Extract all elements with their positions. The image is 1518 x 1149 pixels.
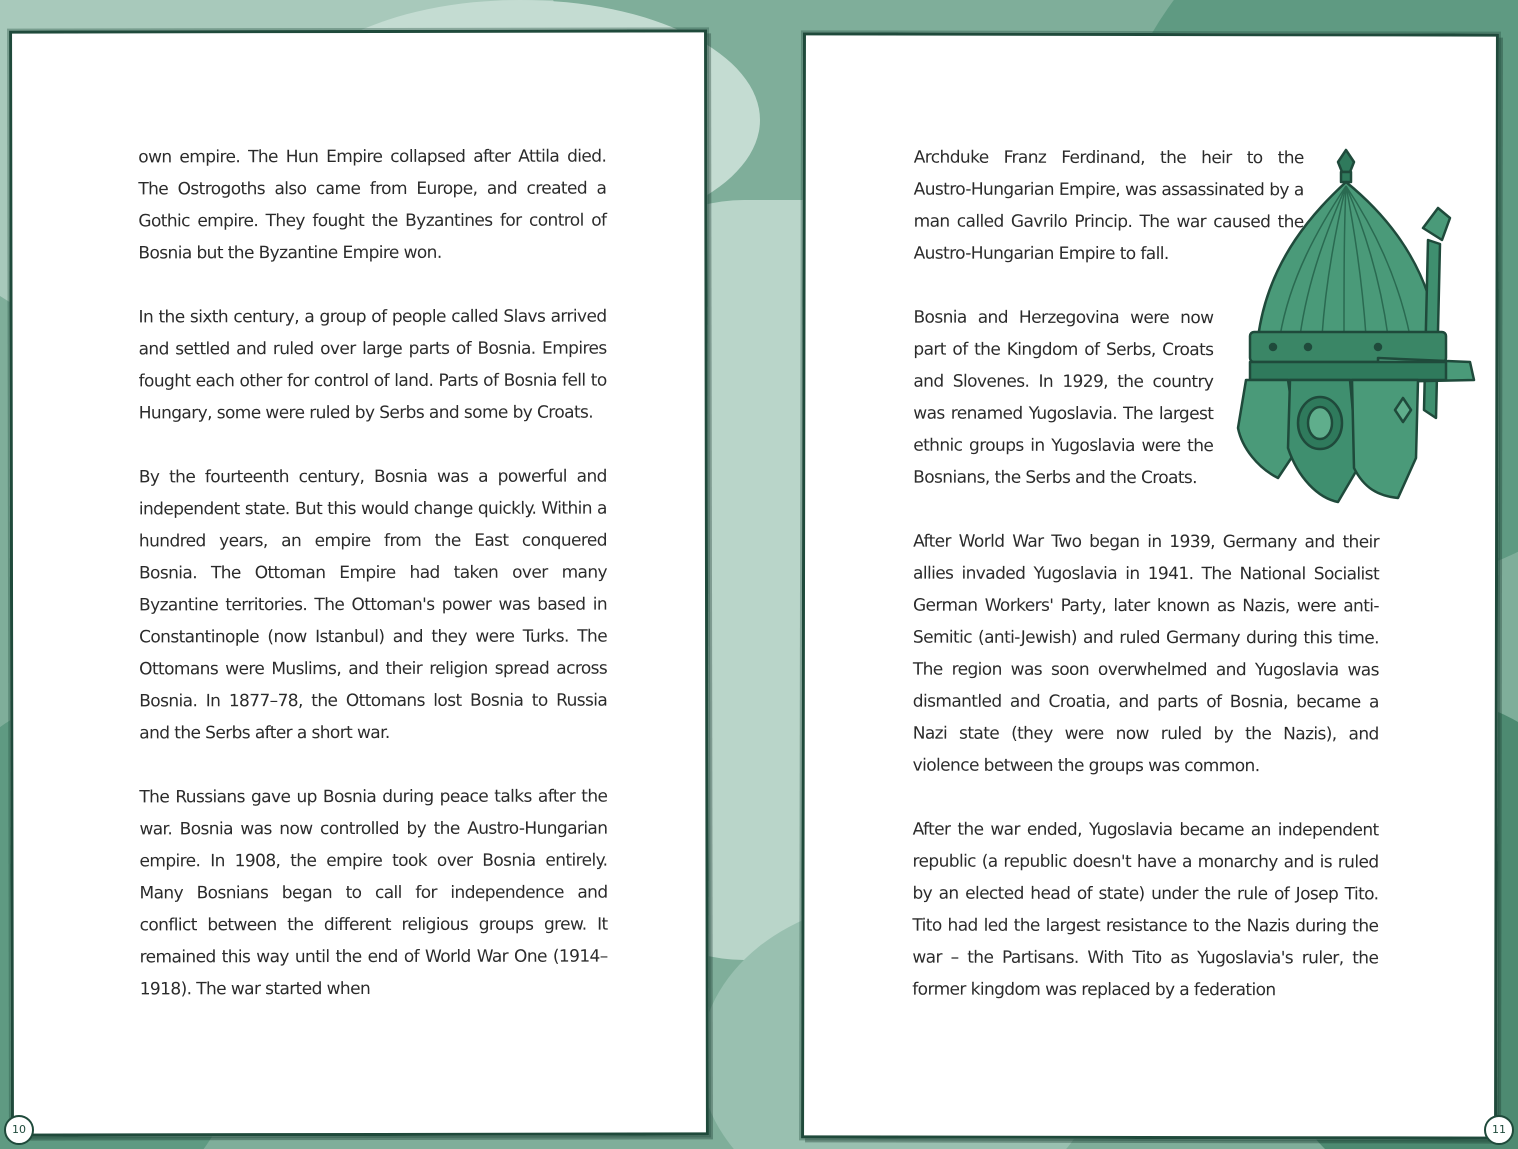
right-page-text xyxy=(912,526,1379,1039)
left-page xyxy=(9,29,709,1136)
helmet-illustration xyxy=(1228,148,1478,508)
paragraph: own empire. The Hun Empire collapsed after Attila died. The Ostrogoths also came from Europe, and created a Gothic empire. They fought the Byzantines for control of Bosnia but the Byzantine Empire won. xyxy=(138,146,607,264)
paragraph: Archduke Franz Ferdinand, the heir to the Austro-Hungarian Empire, was assassinated by a man called Gavrilo Princip. The war caused the Austro-Hungarian Empire to fall. xyxy=(913,147,1304,265)
page-number: 10 xyxy=(4,1115,34,1145)
paragraph: The Russians gave up Bosnia during peace talks after the war. Bosnia was now controlled by the Austro-Hungarian empire. In 1908, the empire took over Bosnia entirely. Many Bosnians began to call for independence and conflict between the different religious groups grew. It remained this way until the end of World War One (1914–1918). The war started when xyxy=(139,786,608,1000)
paragraph: Bosnia and Herzegovina were now part of the Kingdom of Serbs, Croats and Slovenes. In 1929, the country was renamed Yugoslavia. The largest ethnic groups in Yugoslavia were the Bosnians, the Serbs and the Croats. xyxy=(913,307,1214,489)
paragraph: After World War Two began in 1939, Germany and their allies invaded Yugoslavia in 1941. The National Socialist German Workers' Party, later known as Nazis, were anti-Semitic (anti-Jewish) and ruled Germany during this time. The region was soon overwhelmed and Yugoslavia was dismantled and Croatia, and parts of Bosnia, became a Nazi state (they were now ruled by the Nazis), and violence between the groups was common. xyxy=(912,531,1380,777)
paragraph: In the sixth century, a group of people called Slavs arrived and settled and ruled over large parts of Bosnia. Empires fought each other for control of land. Parts of Bosnia fell to Hungary, some were ruled by Serbs and some by Croats. xyxy=(138,306,607,424)
paragraph: After the war ended, Yugoslavia became an independent republic (a republic doesn't have a monarchy and is ruled by an elected head of state) under the rule of Josep Tito. Tito had led the largest resistance to the Nazis during the war – the Partisans. With Tito as Yugoslavia's ruler, the former kingdom was replaced by a federation xyxy=(912,819,1379,1001)
page-number: 11 xyxy=(1484,1115,1514,1145)
left-page-text xyxy=(138,141,608,1038)
paragraph: By the fourteenth century, Bosnia was a powerful and independent state. But this would change quickly. Within a hundred years, an empire from the East conquered Bosnia. The Ottoman Empire had taken over many Byzantine territories. The Ottoman's power was based in Constantinople (now Istanbul) and they were Turks. The Ottomans were Muslims, and their religion spread across Bosnia. In 1877–78, the Ottomans lost Bosnia to Russia and the Serbs after a short war. xyxy=(138,466,608,744)
right-page-wrapped-text xyxy=(913,142,1304,527)
